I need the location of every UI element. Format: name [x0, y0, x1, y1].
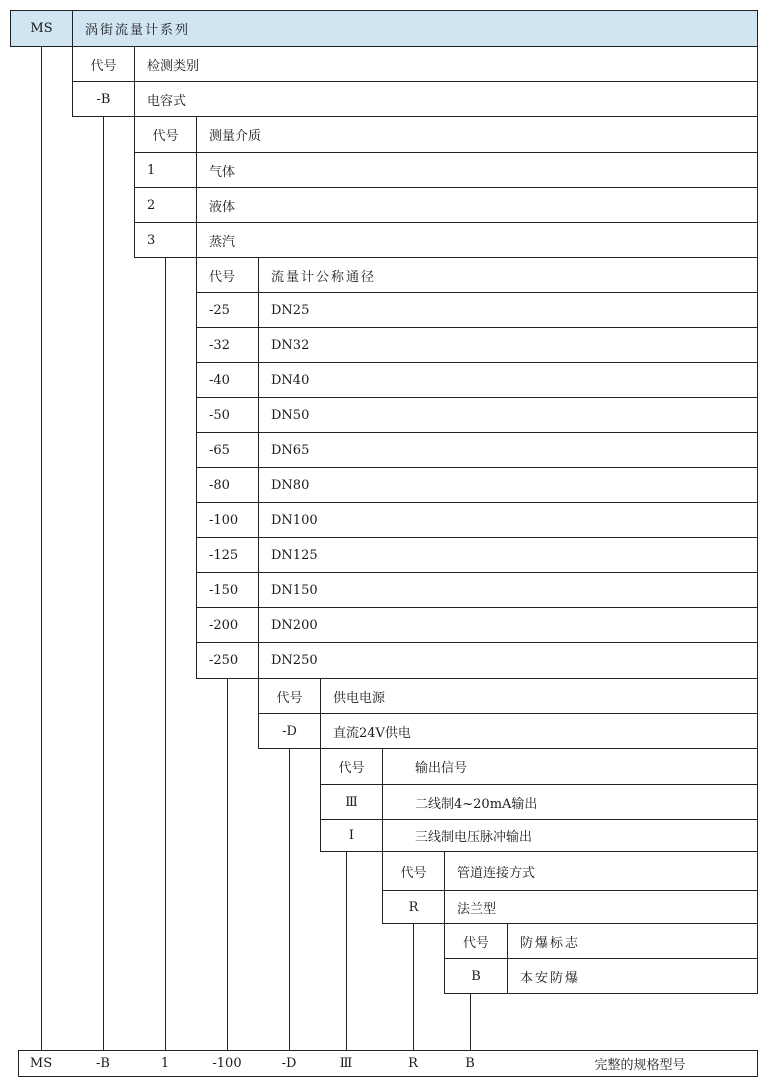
connector-line [346, 852, 347, 1051]
example-part-explosion: B [465, 1056, 475, 1071]
output-value-cell: 三线制电压脉冲输出 [382, 819, 758, 852]
diameter-code-cell: -125 [196, 537, 259, 573]
series-code-cell: MS [10, 10, 73, 47]
diameter-code-cell: -50 [196, 397, 259, 433]
diameter-value-cell: DN80 [258, 467, 758, 503]
detection-header-code: 代号 [72, 46, 135, 82]
diameter-value-cell: DN65 [258, 432, 758, 468]
diameter-code-cell: -250 [196, 642, 259, 679]
example-part-medium: 1 [160, 1056, 170, 1071]
detection-code-cell: -B [72, 81, 135, 117]
detection-value-cell: 电容式 [134, 81, 758, 117]
connector-line [289, 749, 290, 1051]
power-header-code: 代号 [258, 678, 321, 714]
example-part-connection: R [408, 1056, 418, 1071]
output-value-cell: 二线制4~20mA输出 [382, 784, 758, 820]
example-part-detection: -B [96, 1056, 110, 1071]
connection-code-cell: R [382, 890, 445, 924]
explosion-header-label: 防爆标志 [507, 923, 758, 959]
diameter-header-code: 代号 [196, 257, 259, 293]
example-part-series: MS [29, 1056, 53, 1071]
diameter-header-label: 流量计公称通径 [258, 257, 758, 293]
example-part-output: Ⅲ [339, 1056, 353, 1071]
output-header-label: 输出信号 [382, 748, 758, 785]
medium-value-cell: 气体 [196, 152, 758, 188]
diameter-code-cell: -40 [196, 362, 259, 398]
example-label: 完整的规格型号 [594, 1058, 686, 1073]
power-header-label: 供电电源 [320, 678, 758, 714]
diameter-code-cell: -150 [196, 572, 259, 608]
diameter-code-cell: -65 [196, 432, 259, 468]
connection-header-label: 管道连接方式 [444, 851, 758, 891]
medium-code-cell: 2 [134, 187, 197, 223]
connector-line [41, 47, 42, 1051]
medium-value-cell: 蒸汽 [196, 222, 758, 258]
diameter-value-cell: DN40 [258, 362, 758, 398]
diameter-code-cell: -25 [196, 292, 259, 328]
connection-value-cell: 法兰型 [444, 890, 758, 924]
power-value-cell: 直流24V供电 [320, 713, 758, 749]
diameter-value-cell: DN200 [258, 607, 758, 643]
diameter-code-cell: -32 [196, 327, 259, 363]
diameter-code-cell: -100 [196, 502, 259, 538]
output-header-code: 代号 [320, 748, 383, 785]
medium-header-label: 测量介质 [196, 116, 758, 153]
output-code-cell: Ⅰ [320, 819, 383, 852]
connector-line [413, 924, 414, 1051]
diameter-value-cell: DN25 [258, 292, 758, 328]
detection-header-label: 检测类别 [134, 46, 758, 82]
connector-line [165, 258, 166, 1051]
diameter-code-cell: -80 [196, 467, 259, 503]
explosion-header-code: 代号 [444, 923, 508, 959]
explosion-value-cell: 本安防爆 [507, 958, 758, 994]
diameter-value-cell: DN100 [258, 502, 758, 538]
connection-header-code: 代号 [382, 851, 445, 891]
medium-code-cell: 1 [134, 152, 197, 188]
diameter-code-cell: -200 [196, 607, 259, 643]
power-code-cell: -D [258, 713, 321, 749]
connector-line [227, 679, 228, 1051]
example-part-power: -D [281, 1056, 297, 1071]
diameter-value-cell: DN150 [258, 572, 758, 608]
connector-line [103, 117, 104, 1051]
diameter-value-cell: DN50 [258, 397, 758, 433]
diameter-value-cell: DN250 [258, 642, 758, 679]
series-name-cell: 涡街流量计系列 [72, 10, 758, 47]
example-part-diameter: -100 [212, 1056, 242, 1071]
explosion-code-cell: B [444, 958, 508, 994]
diameter-value-cell: DN125 [258, 537, 758, 573]
diameter-value-cell: DN32 [258, 327, 758, 363]
medium-value-cell: 液体 [196, 187, 758, 223]
connector-line [470, 994, 471, 1051]
medium-code-cell: 3 [134, 222, 197, 258]
medium-header-code: 代号 [134, 116, 197, 153]
output-code-cell: Ⅲ [320, 784, 383, 820]
